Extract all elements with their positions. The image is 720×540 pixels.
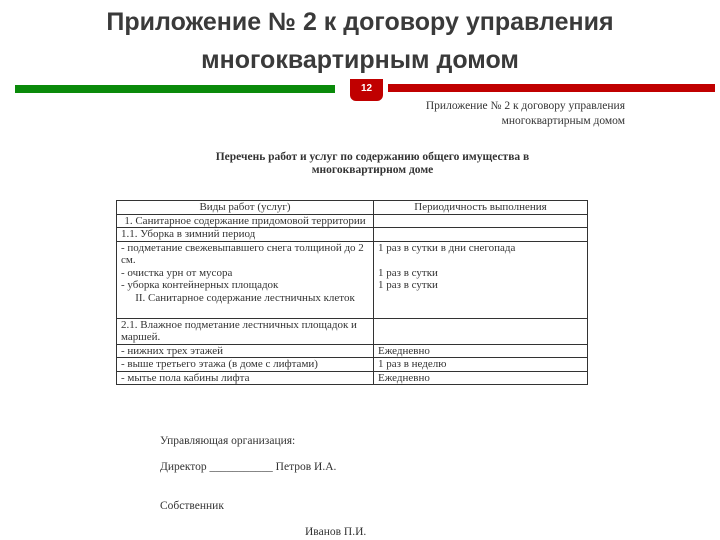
table-row: [117, 228, 588, 242]
work-cell: - выше третьего этажа (в доме с лифтами): [117, 358, 374, 372]
table-row: [117, 358, 588, 372]
table-header: [117, 201, 588, 215]
doc-header-line1: Приложение № 2 к договору управления: [425, 100, 625, 112]
doc-header-line2: многоквартирным домом: [501, 115, 625, 127]
period-cell: [374, 228, 588, 242]
table-row: [117, 214, 588, 228]
director-signature: Директор ___________ Петров И.А.: [160, 461, 337, 473]
section-heading: II. Санитарное содержание лестничных клеток: [135, 291, 355, 304]
slide-title-line2: многоквартирным домом: [201, 46, 519, 74]
period-cell: 1 раз в сутки: [378, 279, 438, 291]
org-label: Управляющая организация:: [160, 435, 296, 447]
doc-header: [360, 100, 625, 128]
table-row: [117, 344, 588, 358]
red-divider: [388, 84, 715, 92]
doc-heading-line2: многоквартирном доме: [311, 164, 434, 176]
work-cell: 1. Санитарное содержание придомовой территории: [117, 214, 374, 228]
works-table: [116, 200, 588, 385]
period-cell: Ежедневно: [374, 371, 588, 385]
col-header-works: Виды работ (услуг): [117, 201, 374, 215]
owner-label: Собственник: [160, 500, 224, 512]
work-cell: - уборка контейнерных площадок: [121, 279, 279, 291]
work-cell: - подметание свежевыпавшего снега толщиной до 2 см.: [121, 241, 364, 266]
col-header-period: Периодичность выполнения: [374, 201, 588, 215]
doc-heading: [160, 151, 585, 177]
table-row: [117, 371, 588, 385]
work-cell: - очистка урн от мусора: [121, 266, 233, 279]
work-cell: - нижних трех этажей: [117, 344, 374, 358]
table-row: [117, 241, 588, 318]
period-cell: Ежедневно: [374, 344, 588, 358]
work-cell: - мытье пола кабины лифта: [117, 371, 374, 385]
period-cell: 1 раз в неделю: [374, 358, 588, 372]
doc-heading-line1: Перечень работ и услуг по содержанию общего имущества в: [215, 151, 530, 163]
table-row: [117, 318, 588, 344]
work-cell: 1.1. Уборка в зимний период: [117, 228, 374, 242]
owner-name: Иванов П.И.: [305, 526, 367, 538]
period-cell: [374, 318, 588, 344]
slide-title-line1: Приложение № 2 к договору управления: [106, 8, 614, 36]
period-cell: 1 раз в сутки: [378, 266, 438, 279]
page-number-badge: 12: [350, 79, 383, 101]
period-cell: [374, 214, 588, 228]
period-cell: 1 раз в сутки в дни снегопада: [378, 241, 516, 254]
work-cell: 2.1. Влажное подметание лестничных площадок и маршей.: [117, 318, 374, 344]
green-divider: [15, 85, 335, 93]
